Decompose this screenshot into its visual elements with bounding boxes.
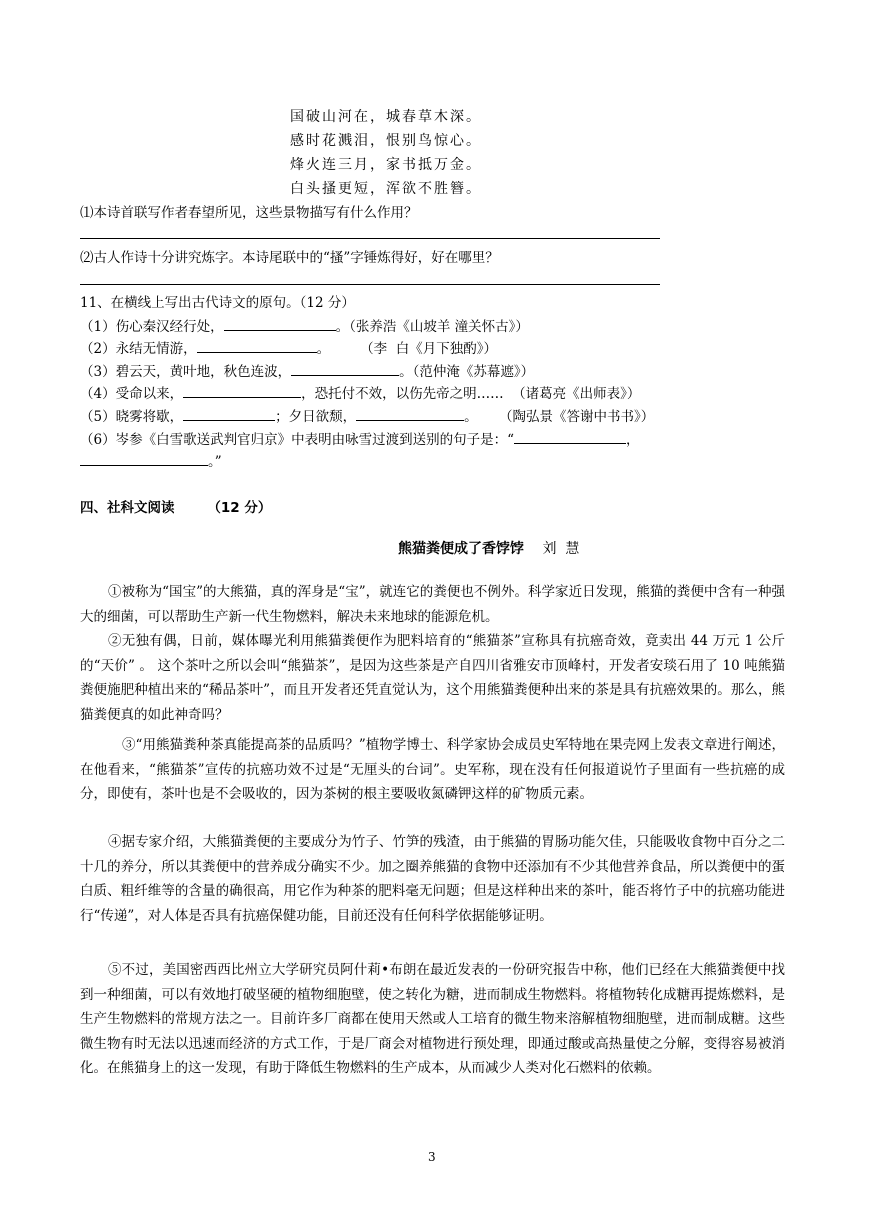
article-title: 熊猫粪便成了香饽饽: [398, 541, 524, 557]
fill-item-5-post: 。 （陶弘景《答谢中书书》）: [464, 409, 655, 425]
paragraph-5: ⑤不过，美国密西西比州立大学研究员阿什莉•布朗在最近发表的一份研究报告中称，他们已经在大熊猫粪便中找到一种细菌，可以有效地打破坚硬的植物细胞壁，使之转化为糖，进而制成生物燃料。将植物转化成糖再提炼燃料，是生产生物燃料的常规方法之一。目前许多厂商都在使用天然或人工培育的微生物来溶解植物细胞壁，进而制成糖。这些微生物有时无法以迅速而经济的方式工作，于是厂商会对植物进行预处理，即通过酸或高热量使之分解，变得容易被消化。在熊猫身上的这一发现，有助于降低生物燃料的生产成本，从而减少人类对化石燃料的依赖。: [80, 962, 785, 1076]
fill-item-2: [80, 337, 497, 357]
fill-blank-1[interactable]: [224, 316, 336, 331]
fill-item-6-cont: [80, 450, 222, 470]
fill-item-6-post: ，: [626, 432, 640, 448]
fill-item-1-post: 。（张养浩《山坡羊 潼关怀古》）: [335, 319, 529, 335]
fill-blank-5b[interactable]: [356, 406, 464, 421]
poem-line-1: 国破山河在，城春草木深。: [290, 109, 482, 125]
fill-item-2-post: 。 （李 白《月下独酌》）: [316, 341, 497, 357]
question-2: ⑵古人作诗十分讲究炼字。本诗尾联中的“搔”字锤炼得好，好在哪里？: [80, 250, 499, 266]
paragraph-4: ④据专家介绍，大熊猫粪便的主要成分为竹子、竹笋的残渣，由于熊猫的胃肠功能欠佳，只能吸收食物中百分之二十几的养分，所以其粪便中的营养成分确实不少。加之圈养熊猫的食物中还添加有不少其他营养食品，所以粪便中的蛋白质、粗纤维等的含量的确很高，用它作为种茶的肥料毫无问题；但是这样种出来的茶叶，能否将竹子中的抗癌功能进行“传递”，对人体是否具有抗癌保健功能，目前还没有任何科学依据能够证明。: [80, 834, 785, 924]
fill-item-1-pre: （1）伤心秦汉经行处，: [80, 319, 224, 335]
fill-item-1: [80, 315, 529, 335]
section-11-title: 11、在横线上写出古代诗文的原句。（12 分）: [80, 295, 355, 311]
poem-line-4: 白头搔更短，浑欲不胜簪。: [290, 181, 482, 197]
fill-blank-6a[interactable]: [514, 429, 626, 444]
poem-line-2: 感时花溅泪，恨别鸟惊心。: [290, 133, 482, 149]
poem-line-3: 烽火连三月，家书抵万金。: [290, 157, 482, 173]
fill-blank-3[interactable]: [291, 361, 399, 376]
answer-line-2[interactable]: [80, 284, 660, 285]
fill-item-6-pre: （6）岑参《白雪歌送武判官归京》中表明由咏雪过渡到送别的句子是：“: [80, 432, 514, 448]
fill-item-6-end: 。”: [208, 454, 222, 470]
fill-blank-6b[interactable]: [80, 451, 208, 466]
fill-item-3-post: 。（范仲淹《苏幕遮》）: [399, 364, 535, 380]
fill-item-6: [80, 428, 640, 448]
fill-item-5-mid: ；夕日欲颓，: [275, 409, 357, 425]
fill-item-3: [80, 360, 534, 380]
paragraph-2: ②无独有偶，日前，媒体曝光利用熊猫粪便作为肥料培育的“熊猫茶”宣称具有抗癌奇效，竟卖出 44 万元 1 公斤的“天价” 。 这个茶叶之所以会叫“熊猫茶”，是因为这些茶是产自四川省雅安市顶峰村，开发者安琰石用了 10 吨熊猫粪便施肥种植出来的“稀品茶叶”，而且开发者还凭直觉认为，这个用熊猫粪便种出来的茶是具有抗癌效果的。那么，熊猫粪便真的如此神奇吗？: [80, 633, 785, 723]
answer-line-1[interactable]: [80, 238, 660, 239]
paragraph-1: ①被称为“国宝”的大熊猫，真的浑身是“宝”，就连它的粪便也不例外。科学家近日发现，熊猫的粪便中含有一种强大的细菌，可以帮助生产新一代生物燃料，解决未来地球的能源危机。: [80, 584, 785, 625]
article-author: 刘 慧: [542, 541, 580, 557]
paragraph-3: ③“用熊猫粪种茶真能提高茶的品质吗？”植物学博士、科学家协会成员史军特地在果壳网上发表文章进行阐述，在他看来，“熊猫茶”宣传的抗癌功效不过是“无厘头的台词”。史军称，现在没有任何报道说竹子里面有一些抗癌的成分，即使有，茶叶也是不会吸收的，因为茶树的根主要吸收氮磷钾这样的矿物质元素。: [80, 737, 785, 802]
fill-item-2-pre: （2）永结无情游，: [80, 341, 197, 357]
fill-item-3-pre: （3）碧云天，黄叶地，秋色连波，: [80, 364, 292, 380]
article-header: [398, 538, 579, 558]
fill-item-4-post: ，恐托付不效，以伤先帝之明…… （诸葛亮《出师表》）: [301, 386, 641, 402]
fill-blank-5a[interactable]: [183, 406, 275, 421]
fill-item-5-pre: （5）晓雾将歇，: [80, 409, 184, 425]
section-4-heading: 四、社科文阅读 （12 分）: [80, 500, 272, 516]
fill-blank-2[interactable]: [197, 338, 317, 353]
question-1: ⑴本诗首联写作者春望所见，这些景物描写有什么作用？: [80, 205, 418, 221]
fill-item-4: [80, 382, 640, 402]
fill-item-4-pre: （4）受命以来，: [80, 386, 184, 402]
fill-blank-4[interactable]: [183, 383, 301, 398]
fill-item-5: [80, 405, 654, 425]
page-number: 3: [428, 1150, 436, 1164]
